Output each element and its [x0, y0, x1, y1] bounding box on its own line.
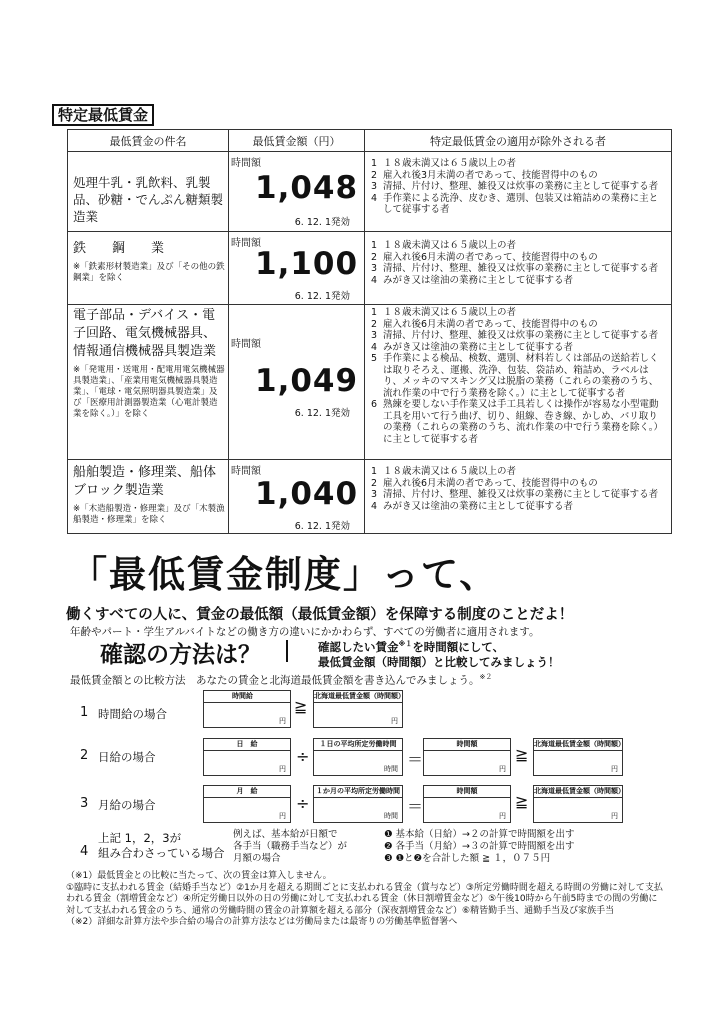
effective-date: 6. 12. 1発効	[294, 521, 350, 532]
compare-method-title: 最低賃金額との比較方法 あなたの賃金と北海道最低賃金額を書き込んでみましょう。$^{※2}$	[70, 673, 493, 687]
effective-date: 6. 12. 1発効	[294, 217, 350, 228]
list-item: 1 １８歳未満又は６５歳以上の者	[371, 307, 517, 318]
row-number: 2	[80, 748, 89, 763]
equals-symbol: ＝	[407, 797, 424, 816]
industry-note: ※「鉄素形材製造業」及び「その他の鉄鋼業」を除く	[73, 262, 225, 283]
exclusion-list	[365, 305, 671, 447]
industry-name: 処理牛乳・乳飲料、乳製品、砂糖・でんぷん糖類製造業	[73, 175, 224, 224]
headline: 「最低賃金制度」って、	[70, 553, 499, 596]
hourly-amount-result[interactable]: 時間額 円	[423, 738, 511, 776]
list-item: 4 みがき又は塗油の業務に主として従事する者	[371, 274, 574, 286]
list-item: 2 雇入れ後6月未満の者であって、技能習得中のもの	[371, 477, 598, 489]
ge-symbol: ≧	[294, 697, 308, 716]
amount-label: 時間額	[231, 238, 261, 249]
amount-label: 時間額	[231, 158, 261, 169]
divider	[286, 640, 288, 662]
exclusion-list	[365, 460, 671, 514]
list-item: 5 手作業による検品、検数、選別、材料若しくは部品の送給若しくは取りそろえ、運搬、洗浄、包装、袋詰め、箱詰め、ラベルはり、メッキのマスキング又は脱脂の業務（これらの業務のうち、流れ作業の中で行う業務を除く。）に主として従事する者	[371, 353, 659, 399]
amount-value: 1,049	[255, 363, 359, 399]
hokkaido-min-wage-box[interactable]: 北海道最低賃金額（時間額） 円	[313, 690, 403, 728]
equals-symbol: ＝	[407, 750, 424, 769]
amount-value: 1,048	[255, 170, 359, 206]
wage-amount-cell	[229, 305, 365, 460]
table-row	[68, 460, 672, 534]
minimum-wage-table	[67, 129, 672, 534]
amount-label: 時間額	[231, 466, 261, 477]
effective-date: 6. 12. 1発効	[294, 291, 350, 302]
amount-value: 1,100	[255, 246, 359, 282]
combined-case-steps: ❶ 基本給（日給）→２の計算で時間額を出す ❷ 各手当（月給）→３の計算で時間額を出す ❸ ❶と❷を合計した額 ≧ １，０７５円	[384, 829, 575, 864]
table-row	[68, 305, 672, 460]
divide-symbol: ÷	[296, 747, 310, 766]
footnote: ①臨時に支払われる賃金（結婚手当など）②1か月を超える期間ごとに支払われる賃金（賞与など）③所定労働時間を超える時間の労働に対して支払われる賃金（割増賃金など）④所定労働日以外の日の労働に対して支払われる賃金（休日割増賃金など）⑤午後10時から午前5時までの間の労働に対して支払われる賃金のうち、通常の労働時間の賃金の計算額を超える部分（深夜割増賃金など）⑥精皆勤手当、通勤手当及び家族手当	[66, 882, 663, 916]
amount-label: 時間額	[231, 339, 261, 350]
divide-symbol: ÷	[296, 794, 310, 813]
list-item: 3 清掃、片付け、整理、雑役又は炊事の業務に主として従事する者	[371, 330, 659, 341]
list-item: 1 １８歳未満又は６５歳以上の者	[371, 240, 517, 251]
compare-instruction: 確認したい賃金$^{※1}$を時間額にして、 最低賃金額（時間額）と比較してみましょう！	[318, 639, 560, 669]
hokkaido-min-wage-box[interactable]: 北海道最低賃金額（時間額） 円	[533, 738, 623, 776]
list-item: 3 清掃、片付け、整理、雑役又は炊事の業務に主として従事する者	[371, 489, 659, 500]
hourly-wage-input[interactable]: 時間給 円	[203, 690, 291, 728]
row-label: 時間給の場合	[98, 707, 167, 721]
list-item: 1 １８歳未満又は６５歳以上の者	[371, 466, 517, 477]
footnotes	[66, 871, 666, 929]
list-item: 4 みがき又は塗油の業務に主として従事する者	[371, 341, 574, 353]
row-number: 1	[80, 705, 89, 720]
exclusion-list	[365, 232, 671, 288]
list-item: 3 清掃、片付け、整理、雑役又は炊事の業務に主として従事する者	[371, 181, 659, 192]
monthly-wage-input[interactable]: 月 給 円	[203, 785, 291, 823]
industry-name: 鉄 鋼 業	[73, 241, 165, 256]
wage-amount-cell	[229, 152, 365, 232]
applicability-text: 年齢やパート・学生アルバイトなどの働き方の違いにかかわらず、すべての労働者に適用されます。	[70, 626, 540, 638]
row-label: 月給の場合	[98, 798, 156, 812]
row-number: 4	[80, 844, 89, 859]
effective-date: 6. 12. 1発効	[294, 408, 350, 419]
section-title: 特定最低賃金	[52, 104, 154, 126]
monthly-hours-input[interactable]: １か月の平均所定労働時間 時間	[313, 785, 403, 823]
list-item: 1 １８歳未満又は６５歳以上の者	[371, 158, 517, 169]
table-header-amount: 最低賃金額（円）	[229, 130, 365, 152]
wage-amount-cell	[229, 460, 365, 534]
hokkaido-min-wage-box[interactable]: 北海道最低賃金額（時間額） 円	[533, 785, 623, 823]
industry-name: 船舶製造・修理業、船体ブロック製造業	[73, 465, 217, 498]
industry-note: ※「木造船製造・修理業」及び「木製漁船製造・修理業」を除く	[73, 504, 225, 525]
list-item: 3 清掃、片付け、整理、雑役又は炊事の業務に主として従事する者	[371, 263, 659, 274]
table-row	[68, 232, 672, 305]
list-item: 2 雇入れ後6月未満の者であって、技能習得中のもの	[371, 318, 598, 330]
list-item: 2 雇入れ後6月未満の者であって、技能習得中のもの	[371, 251, 598, 263]
confirm-heading: 確認の方法は？	[100, 642, 261, 668]
list-item: 4 みがき又は塗油の業務に主として従事する者	[371, 500, 574, 512]
table-header-name: 最低賃金の件名	[68, 130, 229, 152]
hourly-amount-result[interactable]: 時間額 円	[423, 785, 511, 823]
industry-name: 電子部品・デバイス・電子回路、電気機械器具、情報通信機械器具製造業	[73, 308, 217, 359]
list-item: 4 手作業による洗浄、皮むき、選別、包装又は箱詰めの業務に主として従事する者	[371, 192, 659, 215]
wage-amount-cell	[229, 232, 365, 305]
footnote: （※1）最低賃金との比較に当たって、次の賃金は算入しません。	[66, 871, 332, 881]
row-number: 3	[80, 796, 89, 811]
subheadline: 働くすべての人に、賃金の最低額（最低賃金額）を保障する制度のことだよ！	[66, 607, 574, 623]
list-item: 6 熟練を要しない手作業又は手工具若しくは操作が容易な小型電動工具を用いて行う曲げ、切り、組線、巻き線、かしめ、バリ取りの業務（これらの業務のうち、流れ作業の中で行う業務を除く。）に主として従事する者	[371, 399, 664, 445]
amount-value: 1,040	[255, 476, 359, 512]
footnote: （※2）詳細な計算方法や歩合給の場合の計算方法などは労働局または最寄りの労働基準監督署へ	[66, 917, 458, 927]
daily-hours-input[interactable]: １日の平均所定労働時間 時間	[313, 738, 403, 776]
table-header-exclusions: 特定最低賃金の適用が除外される者	[365, 130, 672, 152]
ge-symbol: ≧	[515, 792, 529, 811]
industry-note: ※「発電用・送電用・配電用電気機械器具製造業」、「産業用電気機械器具製造業」、「電球・電気照明器具製造業」及び「医療用計測器製造業（心電計製造業を除く。）」を除く	[73, 365, 225, 419]
exclusion-list	[365, 152, 671, 218]
combined-case-example: 例えば、基本給が日額で 各手当（職務手当など）が 月額の場合	[233, 829, 348, 864]
combined-case-label: 4 上記 1，2，3が 組み合わさっている場合	[80, 831, 225, 860]
list-item: 2 雇入れ後3月未満の者であって、技能習得中のもの	[371, 169, 598, 181]
table-row	[68, 152, 672, 232]
daily-wage-input[interactable]: 日 給 円	[203, 738, 291, 776]
ge-symbol: ≧	[515, 745, 529, 764]
row-label: 日給の場合	[98, 750, 156, 764]
